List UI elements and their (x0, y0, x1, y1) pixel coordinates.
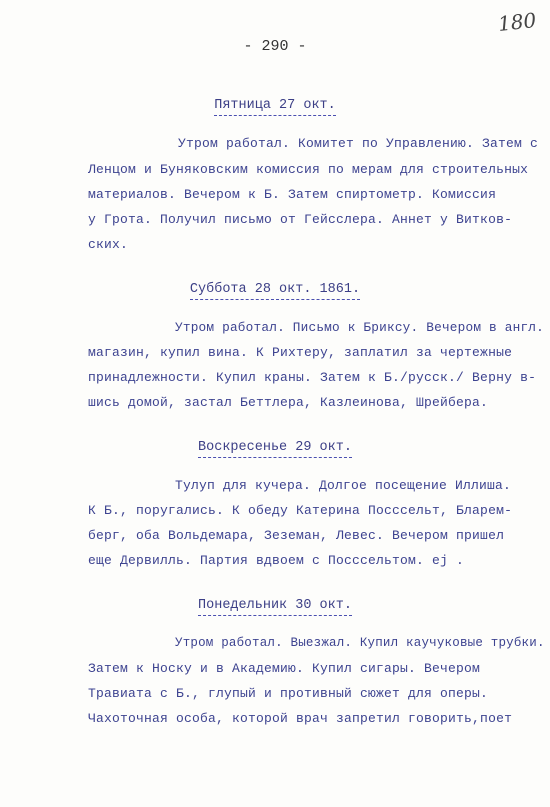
page-number: - 290 - (243, 38, 307, 55)
entry-line: берг, оба Вольдемара, Зеземан, Левес. Вечером пришел (88, 528, 505, 543)
entry-line: у Грота. Получил письмо от Гейсслера. Аннет у Витков- (88, 212, 513, 227)
entry-line: Утром работал. Выезжал. Купил каучуковые трубки. (175, 636, 545, 650)
entry-line: К Б., поругались. К обеду Катерина Посссельт, Бларем- (88, 503, 513, 518)
entry-line: ских. (88, 237, 129, 252)
entry-heading-monday: Понедельник 30 окт. (0, 598, 550, 616)
entry-line: Тулуп для кучера. Долгое посещение Иллиша. (175, 478, 512, 493)
entry-line: Травиата с Б., глупый и противный сюжет для оперы. (88, 686, 489, 701)
entry-line: шись домой, застал Беттлера, Казлеинова, Шрейбера. (88, 395, 489, 410)
entry-line: Утром работал. Комитет по Управлению. Затем с (178, 136, 539, 151)
archive-page-number: 180 (496, 8, 538, 36)
entry-heading-saturday: Суббота 28 окт. 1861. (0, 282, 550, 300)
entry-line: принадлежности. Купил краны. Затем к Б./русск./ Верну в- (88, 370, 537, 385)
entry-line: Чахоточная особа, которой врач запретил говорить,поет (88, 711, 513, 726)
entry-line: Затем к Носку и в Академию. Купил сигары. Вечером (88, 661, 481, 676)
entry-heading-friday: Пятница 27 окт. (0, 98, 550, 116)
entry-line: магазин, купил вина. К Рихтеру, заплатил за чертежные (88, 345, 513, 360)
entry-heading-sunday: Воскресенье 29 окт. (0, 440, 550, 458)
entry-line: Утром работал. Письмо к Бриксу. Вечером в англ. (175, 320, 545, 335)
entry-line: Ленцом и Буняковским комиссия по мерам для строительных (88, 162, 529, 177)
entry-line: еще Дервилль. Партия вдвоем с Посссельтом. ej . (88, 553, 465, 568)
entry-line: материалов. Вечером к Б. Затем спиртометр. Комиссия (88, 187, 497, 202)
